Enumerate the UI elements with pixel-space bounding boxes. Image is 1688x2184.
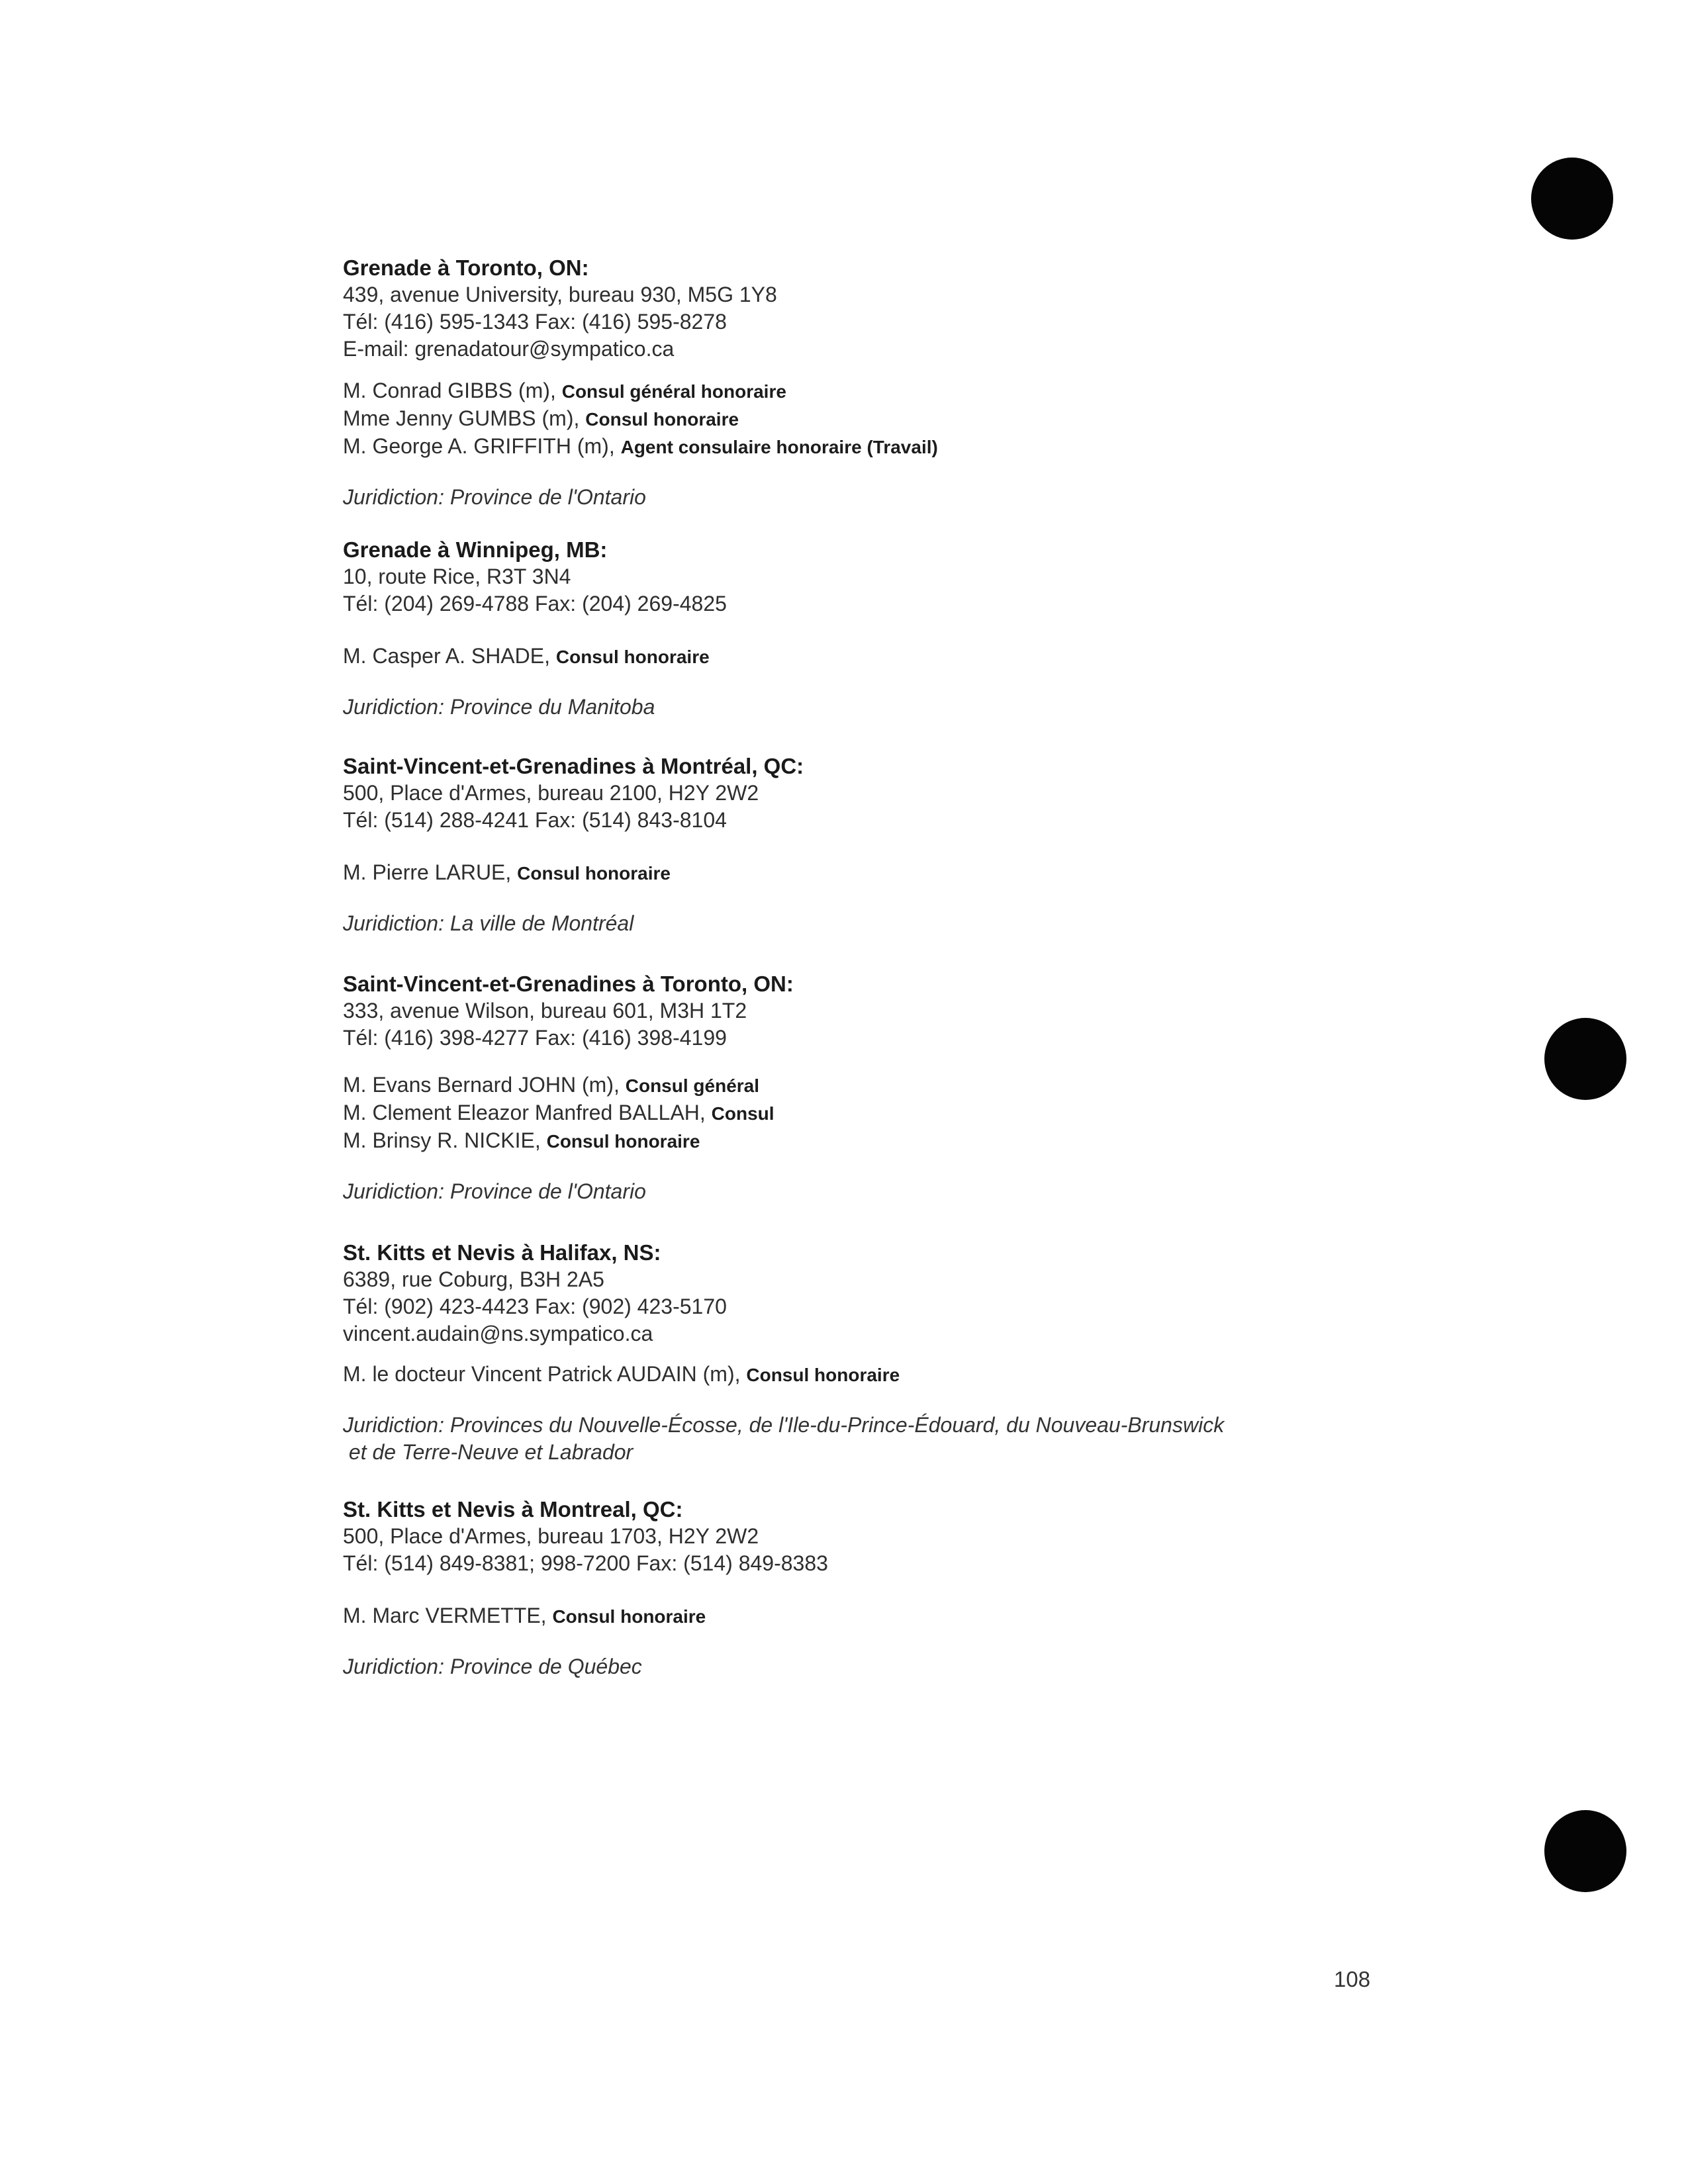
jurisdiction-text: Juridiction: Province de l'Ontario (343, 485, 646, 509)
official-role: Consul honoraire (585, 409, 739, 430)
consulate-entry-svg-toronto (343, 970, 1601, 1205)
phone-fax-line: Tél: (514) 288-4241 Fax: (514) 843-8104 (343, 808, 727, 832)
official-role: Consul honoraire (517, 863, 671, 884)
consulate-entry-svg-montreal (343, 752, 1601, 937)
phone-fax-line: Tél: (416) 398-4277 Fax: (416) 398-4199 (343, 1026, 727, 1050)
official-name: M. Casper A. SHADE, (343, 644, 550, 668)
official-role: Agent consulaire honoraire (Travail) (620, 437, 938, 457)
official-line (343, 377, 1601, 405)
official-role: Consul général (625, 1075, 760, 1096)
official-line (343, 405, 1601, 433)
official-line (343, 859, 1601, 887)
official-name: M. Clement Eleazor Manfred BALLAH, (343, 1101, 706, 1124)
page-number: 108 (1334, 1967, 1371, 1991)
jurisdiction-text: Juridiction: Provinces du Nouvelle-Écosse, de l'Ile-du-Prince-Édouard, du Nouveau-Brunswick (343, 1413, 1225, 1437)
address-line: 500, Place d'Armes, bureau 1703, H2Y 2W2 (343, 1524, 759, 1548)
official-role: Consul général honoraire (561, 381, 786, 402)
address-line: 10, route Rice, R3T 3N4 (343, 565, 571, 588)
jurisdiction-text-continued: et de Terre-Neuve et Labrador (343, 1440, 633, 1464)
entry-heading: Grenade à Toronto, ON: (343, 255, 589, 280)
official-line (343, 1127, 1601, 1155)
address-line: 333, avenue Wilson, bureau 601, M3H 1T2 (343, 999, 747, 1023)
email-line: E-mail: grenadatour@sympatico.ca (343, 337, 675, 361)
official-line (343, 433, 1601, 461)
entry-heading: Saint-Vincent-et-Grenadines à Montréal, QC: (343, 754, 804, 778)
entry-heading: St. Kitts et Nevis à Halifax, NS: (343, 1240, 661, 1265)
official-name: M. le docteur Vincent Patrick AUDAIN (m), (343, 1362, 741, 1386)
official-role: Consul honoraire (546, 1131, 700, 1152)
email-line: vincent.audain@ns.sympatico.ca (343, 1322, 653, 1345)
phone-fax-line: Tél: (204) 269-4788 Fax: (204) 269-4825 (343, 592, 727, 615)
official-role: Consul (711, 1103, 774, 1124)
phone-fax-line: Tél: (416) 595-1343 Fax: (416) 595-8278 (343, 310, 727, 334)
phone-fax-line: Tél: (902) 423-4423 Fax: (902) 423-5170 (343, 1295, 727, 1318)
jurisdiction-text: Juridiction: Province du Manitoba (343, 695, 655, 719)
official-name: Mme Jenny GUMBS (m), (343, 406, 580, 430)
punch-hole-top (1531, 158, 1613, 240)
official-name: M. Evans Bernard JOHN (m), (343, 1073, 620, 1097)
phone-fax-line: Tél: (514) 849-8381; 998-7200 Fax: (514) 849-8383 (343, 1551, 828, 1575)
punch-hole-bottom (1544, 1810, 1626, 1892)
official-name: M. Brinsy R. NICKIE, (343, 1128, 541, 1152)
official-name: M. Conrad GIBBS (m), (343, 379, 556, 402)
entry-heading: Grenade à Winnipeg, MB: (343, 537, 608, 562)
address-line: 439, avenue University, bureau 930, M5G 1Y8 (343, 283, 777, 306)
consulate-entry-grenade-toronto (343, 254, 1601, 511)
official-role: Consul honoraire (552, 1606, 706, 1627)
jurisdiction-text: Juridiction: La ville de Montréal (343, 911, 634, 935)
official-line (343, 1602, 1601, 1630)
consulate-entry-grenade-winnipeg (343, 536, 1601, 721)
address-line: 500, Place d'Armes, bureau 2100, H2Y 2W2 (343, 781, 759, 805)
official-role: Consul honoraire (555, 647, 710, 667)
official-line (343, 1099, 1601, 1127)
official-name: M. Marc VERMETTE, (343, 1604, 547, 1627)
address-line: 6389, rue Coburg, B3H 2A5 (343, 1267, 604, 1291)
official-role: Consul honoraire (746, 1365, 900, 1385)
official-line (343, 643, 1601, 670)
entry-heading: St. Kitts et Nevis à Montreal, QC: (343, 1497, 683, 1522)
entry-heading: Saint-Vincent-et-Grenadines à Toronto, ON: (343, 972, 794, 996)
official-name: M. George A. GRIFFITH (m), (343, 434, 615, 458)
official-line (343, 1071, 1601, 1099)
jurisdiction-text: Juridiction: Province de Québec (343, 1655, 642, 1678)
consulate-entry-skn-halifax (343, 1239, 1601, 1466)
official-name: M. Pierre LARUE, (343, 860, 512, 884)
jurisdiction-text: Juridiction: Province de l'Ontario (343, 1179, 646, 1203)
official-line (343, 1361, 1601, 1388)
consulate-entry-skn-montreal (343, 1496, 1601, 1680)
